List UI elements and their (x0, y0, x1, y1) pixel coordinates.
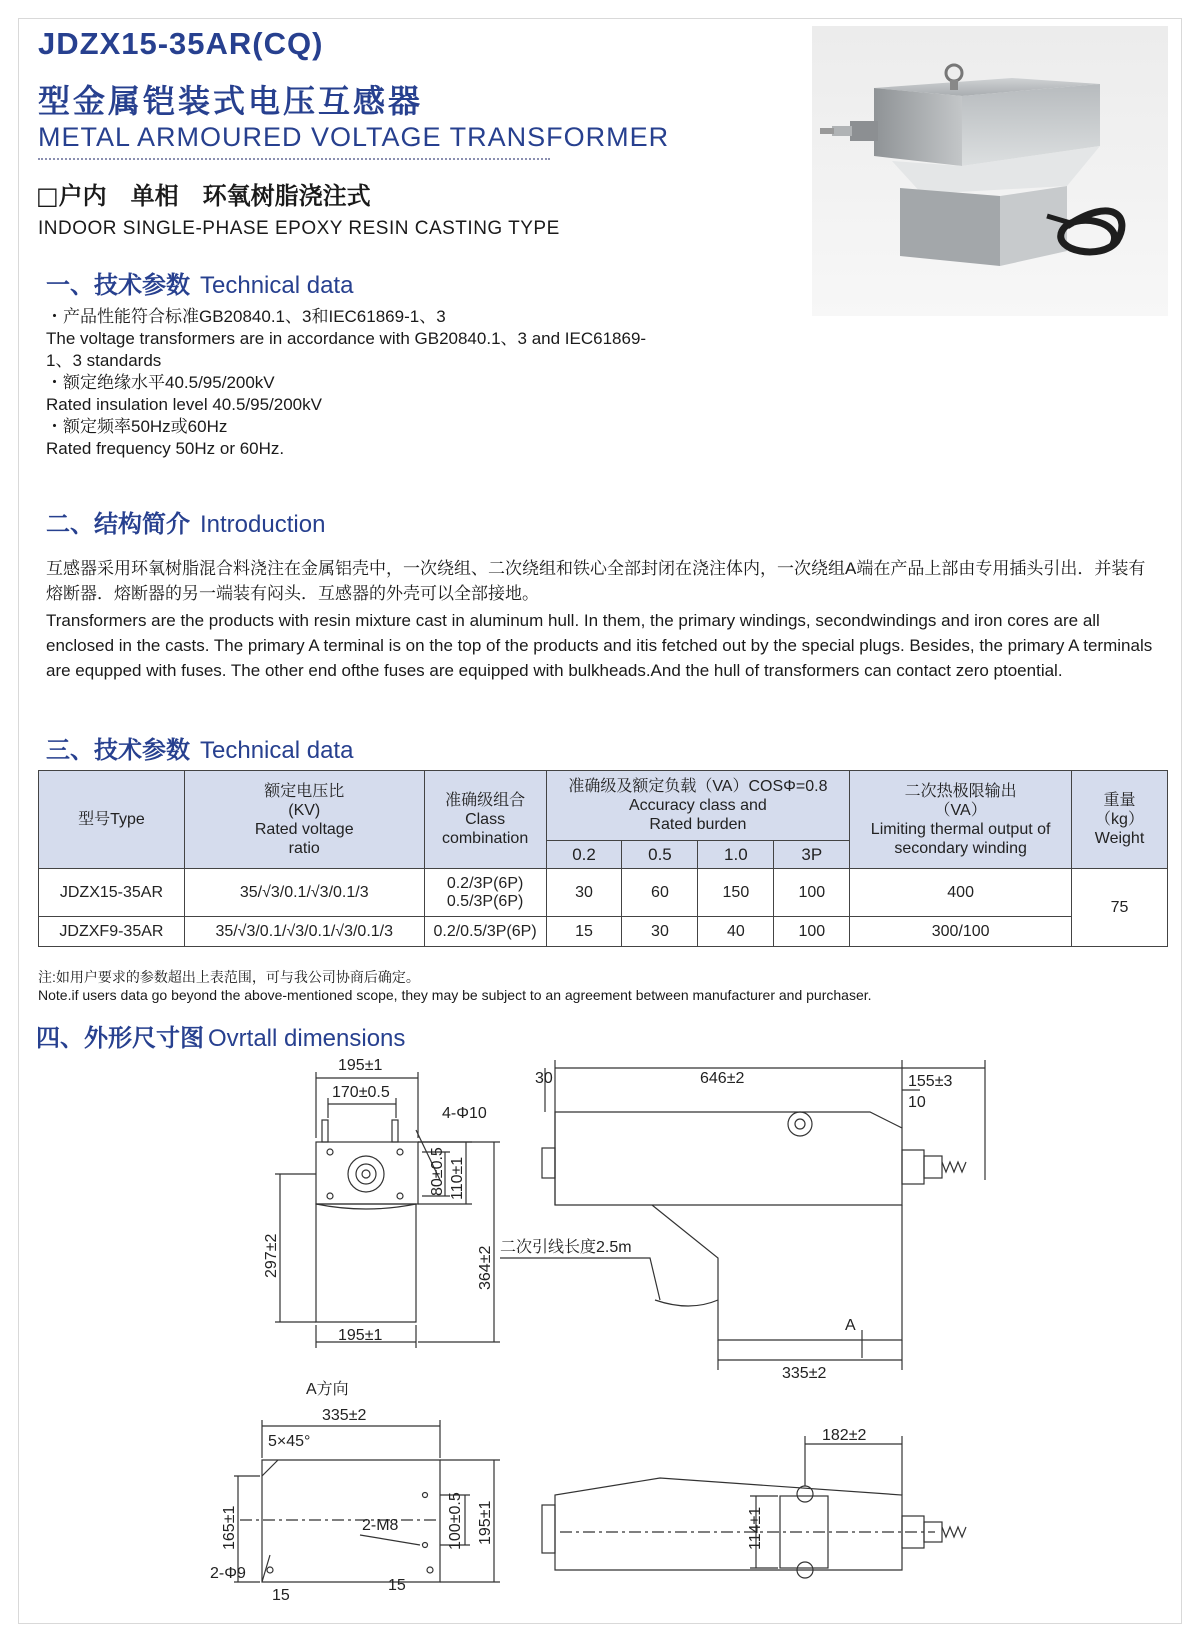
dim-195-top: 195±1 (338, 1057, 383, 1074)
cell-thermal: 400 (850, 869, 1072, 917)
spec-line: 1、3 standards (46, 351, 162, 370)
dim-114: 114±1 (747, 1506, 764, 1550)
header-class-0.2: 0.2 (546, 841, 622, 869)
header-thermal-en1: Limiting thermal output of (870, 820, 1051, 838)
title-cn: 型金属铠装式电压互感器 (38, 82, 424, 120)
spec-line: Rated insulation level 40.5/95/200kV (46, 395, 322, 414)
header-thermal-unit: （VA） (934, 801, 987, 819)
section3-title-cn: 三、技术参数 (46, 736, 190, 764)
cell-type: JDZX15-35AR (39, 869, 185, 917)
header-ratio-cn: 额定电压比 (264, 782, 345, 800)
dim-297: 297±2 (263, 1233, 280, 1278)
section2-title-cn: 二、结构简介 (46, 510, 190, 538)
cell-type: JDZXF9-35AR (39, 917, 185, 947)
dim-m8: 2-M8 (362, 1517, 399, 1534)
header-weight-cn: 重量 (1103, 792, 1136, 809)
cell-burden-02: 30 (546, 869, 622, 917)
title-en: METAL ARMOURED VOLTAGE TRANSFORMER (38, 122, 670, 152)
dim-110: 110±1 (449, 1156, 466, 1200)
intro-text-en: Transformers are the products with resin mixture cast in aluminum hull. In them, the primary windings, secondwindings and iron cores are all enclosed in the casts. The primary A terminal is on the top of the products and itis fetched out by the special plugs. Besides, the primary A terminals are equpped with fuses. The other end ofthe fuses are equipped with bulkheads.And the hull of transformers can contact zero ptoential. (46, 611, 1153, 680)
subtitle-cn: □户内 单相 环氧树脂浇注式 (36, 182, 371, 210)
dim-170: 170±0.5 (332, 1084, 390, 1101)
dim-15-right: 15 (388, 1577, 406, 1594)
cell-combination-line: 0.2/3P(6P) (446, 874, 524, 892)
cell-burden-3p: 100 (774, 917, 850, 947)
header-burden-cn: 准确级及额定负载（VA）COSΦ=0.8 (568, 778, 828, 795)
section2-title-en: Introduction (200, 511, 326, 538)
header-thermal-en2: secondary winding (894, 839, 1027, 857)
cell-weight: 75 (1072, 869, 1168, 947)
header-thermal-cn: 二次热极限输出 (904, 782, 1017, 800)
header-burden-en2: Rated burden (649, 816, 747, 833)
cell-ratio: 35/√3/0.1/√3/0.1/√3/0.1/3 (184, 917, 424, 947)
dim-364: 364±2 (477, 1245, 494, 1290)
dim-100: 100±0.5 (447, 1492, 464, 1550)
model-title: JDZX15-35AR(CQ) (38, 26, 324, 61)
cell-combination-line: 0.5/3P(6P) (446, 892, 524, 910)
section1-title-en: Technical data (200, 272, 354, 299)
cell-ratio: 35/√3/0.1/√3/0.1/3 (184, 869, 424, 917)
header-ratio-en2: ratio (288, 839, 320, 857)
header-weight-unit: （kg） (1095, 811, 1144, 828)
view-a-title: A方向 (306, 1381, 349, 1398)
section4-title-en: Ovrtall dimensions (208, 1025, 406, 1052)
header-combo-cn: 准确级组合 (445, 792, 526, 809)
direction-a-label: A (845, 1317, 856, 1334)
note-en: Note.if users data go beyond the above-mentioned scope, they may be subject to an agreement between manufacturer and purchaser. (38, 987, 872, 1003)
spec-line: ・产品性能符合标准GB20840.1、3和IEC61869-1、3 (46, 307, 446, 326)
dim-holes: 4-Φ10 (442, 1105, 487, 1122)
dim-phi9: 2-Φ9 (210, 1565, 246, 1582)
note-cn: 注:如用户要求的参数超出上表范围，可与我公司协商后确定。 (38, 969, 420, 985)
subtitle-en: INDOOR SINGLE-PHASE EPOXY RESIN CASTING TYPE (38, 218, 560, 239)
cell-combination: 0.2/0.5/3P(6P) (424, 917, 546, 947)
header-class-0.5: 0.5 (622, 841, 698, 869)
spec-line: ・额定绝缘水平40.5/95/200kV (46, 373, 275, 392)
section3-title-en: Technical data (200, 737, 354, 764)
dim-30: 30 (535, 1070, 553, 1087)
section1-title-cn: 一、技术参数 (46, 271, 190, 299)
header-combo-en1: Class (465, 811, 506, 828)
dim-chamfer: 5×45° (268, 1433, 311, 1450)
cell-burden-02: 15 (546, 917, 622, 947)
dim-646: 646±2 (700, 1070, 745, 1087)
dim-165: 165±1 (221, 1505, 238, 1550)
cell-burden-3p: 100 (774, 869, 850, 917)
cell-burden-05: 60 (622, 869, 698, 917)
header-combo-en2: combination (441, 830, 529, 847)
dim-182: 182±2 (822, 1427, 867, 1444)
dim-10: 10 (908, 1094, 926, 1111)
header-burden-en1: Accuracy class and (628, 797, 767, 814)
intro-text-cn: 互感器采用环氧树脂混合料浇注在金属铝壳中，一次绕组、二次绕组和铁心全部封闭在浇注体内，一次绕组A端在产品上部由专用插头引出．并装有熔断器．熔断器的另一端装有闷头．互感器的外壳可以全部接地。 (46, 559, 1146, 603)
dim-195-bottom: 195±1 (338, 1327, 383, 1344)
header-type: 型号Type (39, 771, 185, 869)
cell-burden-10: 150 (698, 869, 774, 917)
header-class-3p: 3P (774, 841, 850, 869)
dim-80: 80±0.5 (429, 1147, 446, 1196)
cell-thermal: 300/100 (850, 917, 1072, 947)
header-ratio-unit: (KV) (288, 801, 321, 819)
header-weight-en: Weight (1094, 830, 1145, 847)
dim-335-side: 335±2 (782, 1365, 827, 1382)
spec-line: The voltage transformers are in accordance with GB20840.1、3 and IEC61869- (46, 329, 647, 348)
header-class-1.0: 1.0 (698, 841, 774, 869)
lead-length-label: 二次引线长度2.5m (500, 1239, 632, 1256)
dim-195-viewa: 195±1 (477, 1500, 494, 1545)
spec-line: ・额定频率50Hz或60Hz (46, 417, 228, 436)
dim-15-left: 15 (272, 1587, 290, 1604)
header-ratio-en1: Rated voltage (254, 820, 354, 838)
spec-line: Rated frequency 50Hz or 60Hz. (46, 439, 285, 458)
section4-title-cn: 四、外形尺寸图 (36, 1024, 204, 1052)
dim-155: 155±3 (908, 1073, 953, 1090)
dim-335-viewa: 335±2 (322, 1407, 367, 1424)
cell-burden-10: 40 (698, 917, 774, 947)
cell-burden-05: 30 (622, 917, 698, 947)
